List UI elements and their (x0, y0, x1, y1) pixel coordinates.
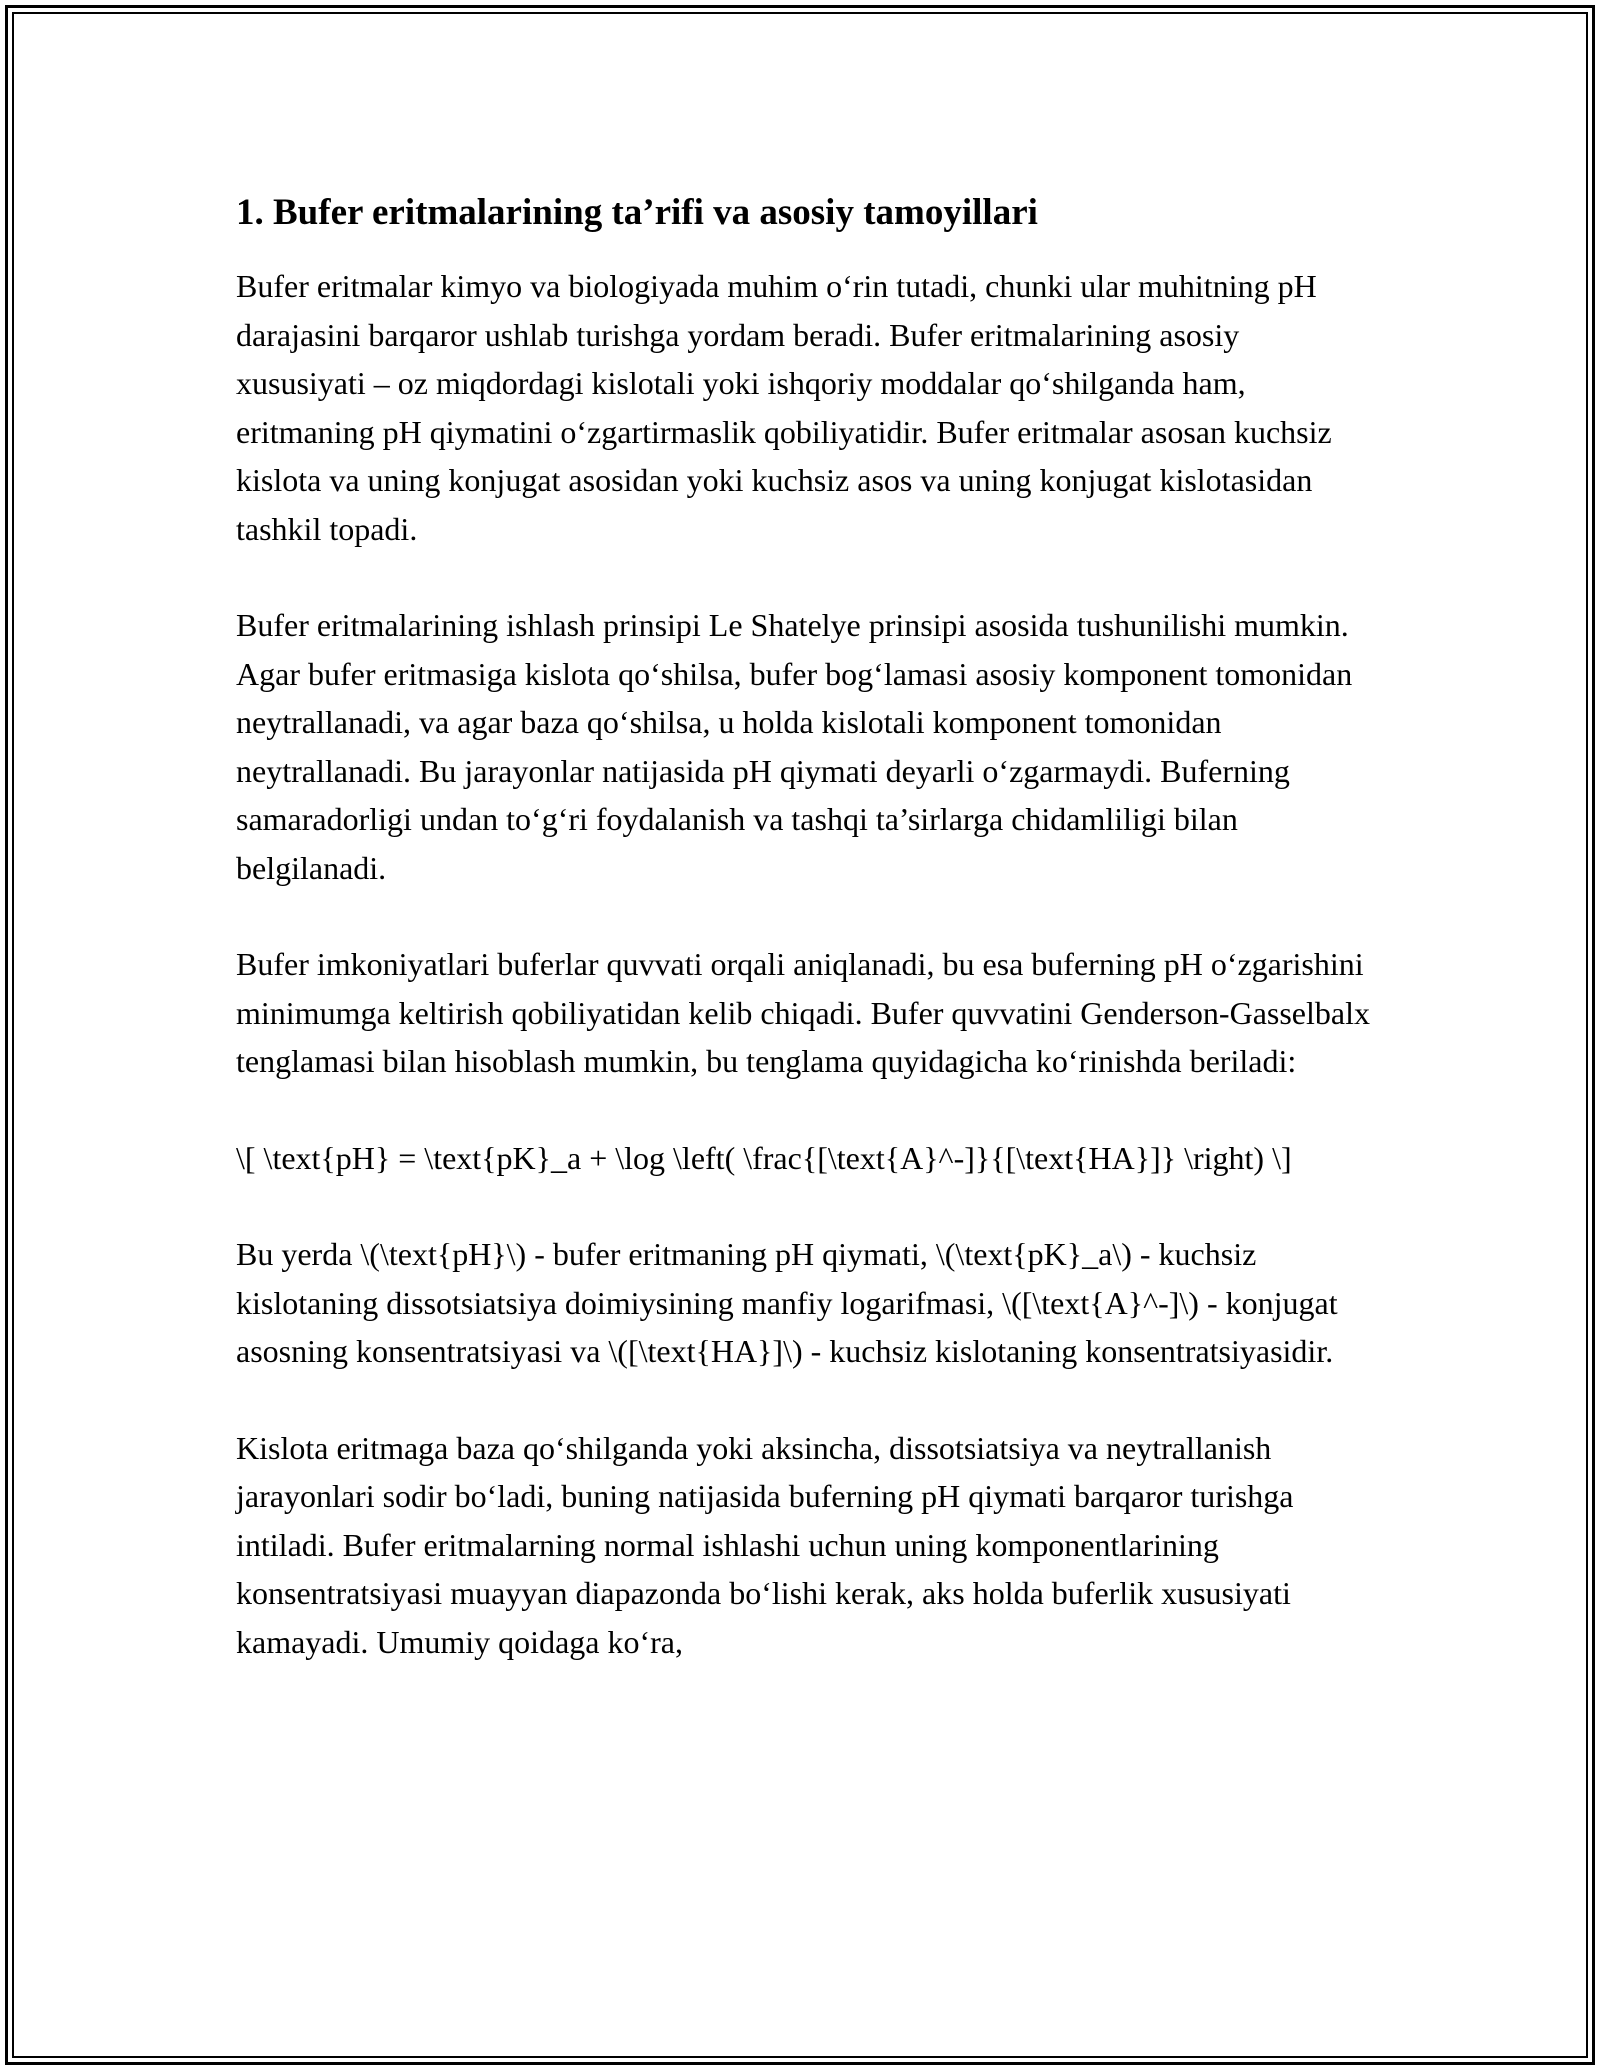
paragraph-principle: Bufer eritmalarining ishlash prinsipi Le Shatelye prinsipi asosida tushunilishi mumkin. Agar bufer eritmasiga kislota qo‘shilsa, bufer bog‘lamasi asosiy komponent tomonidan neytrallanadi, va agar baza qo‘shilsa, u holda kislotali komponent tomonidan neytrallanadi. Bu jarayonlar natijasida pH qiymati deyarli o‘zgarmaydi. Buferning samaradorligi undan to‘g‘ri foydalanish va tashqi ta’sirlarga chidamliligi bilan belgilanadi. (236, 607, 1353, 886)
document-body (236, 188, 1376, 1666)
paragraph-equation-terms: Bu yerda \(\text{pH}\) - bufer eritmaning pH qiymati, \(\text{pK}_a\) - kuchsiz kislotaning dissotsiatsiya doimiysining manfiy logarifmasi, \([\text{A}^-]\) - konjugat asosning konsentratsiyasi va \([\text{HA}]\) - kuchsiz kislotaning konsentratsiyasidir. (236, 1236, 1338, 1369)
paragraph-conditions: Kislota eritmaga baza qo‘shilganda yoki aksincha, dissotsiatsiya va neytrallanish jarayonlari sodir bo‘ladi, buning natijasida buferning pH qiymati barqaror turishga intiladi. Bufer eritmalarning normal ishlashi uchun uning komponentlarining konsentratsiyasi muayyan diapazonda bo‘lishi kerak, aks holda buferlik xususiyati kamayadi. Umumiy qoidaga ko‘ra, (236, 1429, 1294, 1660)
paragraph-definition: Bufer eritmalar kimyo va biologiyada muhim o‘rin tutadi, chunki ular muhitning pH darajasini barqaror ushlab turishga yordam beradi. Bufer eritmalarining asosiy xususiyati – oz miqdordagi kislotali yoki ishqoriy moddalar qo‘shilganda ham, eritmaning pH qiymatini o‘zgartirmaslik qobiliyatidir. Bufer eritmalar asosan kuchsiz kislota va uning konjugat asosidan yoki kuchsiz asos va uning konjugat kislotasidan tashkil topadi. (236, 268, 1332, 547)
paragraph-capacity: Bufer imkoniyatlari buferlar quvvati orqali aniqlanadi, bu esa buferning pH o‘zgarishini minimumga keltirish qobiliyatidan kelib chiqadi. Bufer quvvatini Genderson-Gasselbalx tenglamasi bilan hisoblash mumkin, bu tenglama quyidagicha ko‘rinishda beriladi: (236, 946, 1370, 1079)
section-heading: 1. Bufer eritmalarining ta’rifi va asosiy tamoyillari (236, 192, 1038, 233)
equation-henderson-hasselbalch: \[ \text{pH} = \text{pK}_a + \log \left( \frac{[\text{A}^-]}{[\text{HA}]} \right) \] (236, 1139, 1292, 1176)
